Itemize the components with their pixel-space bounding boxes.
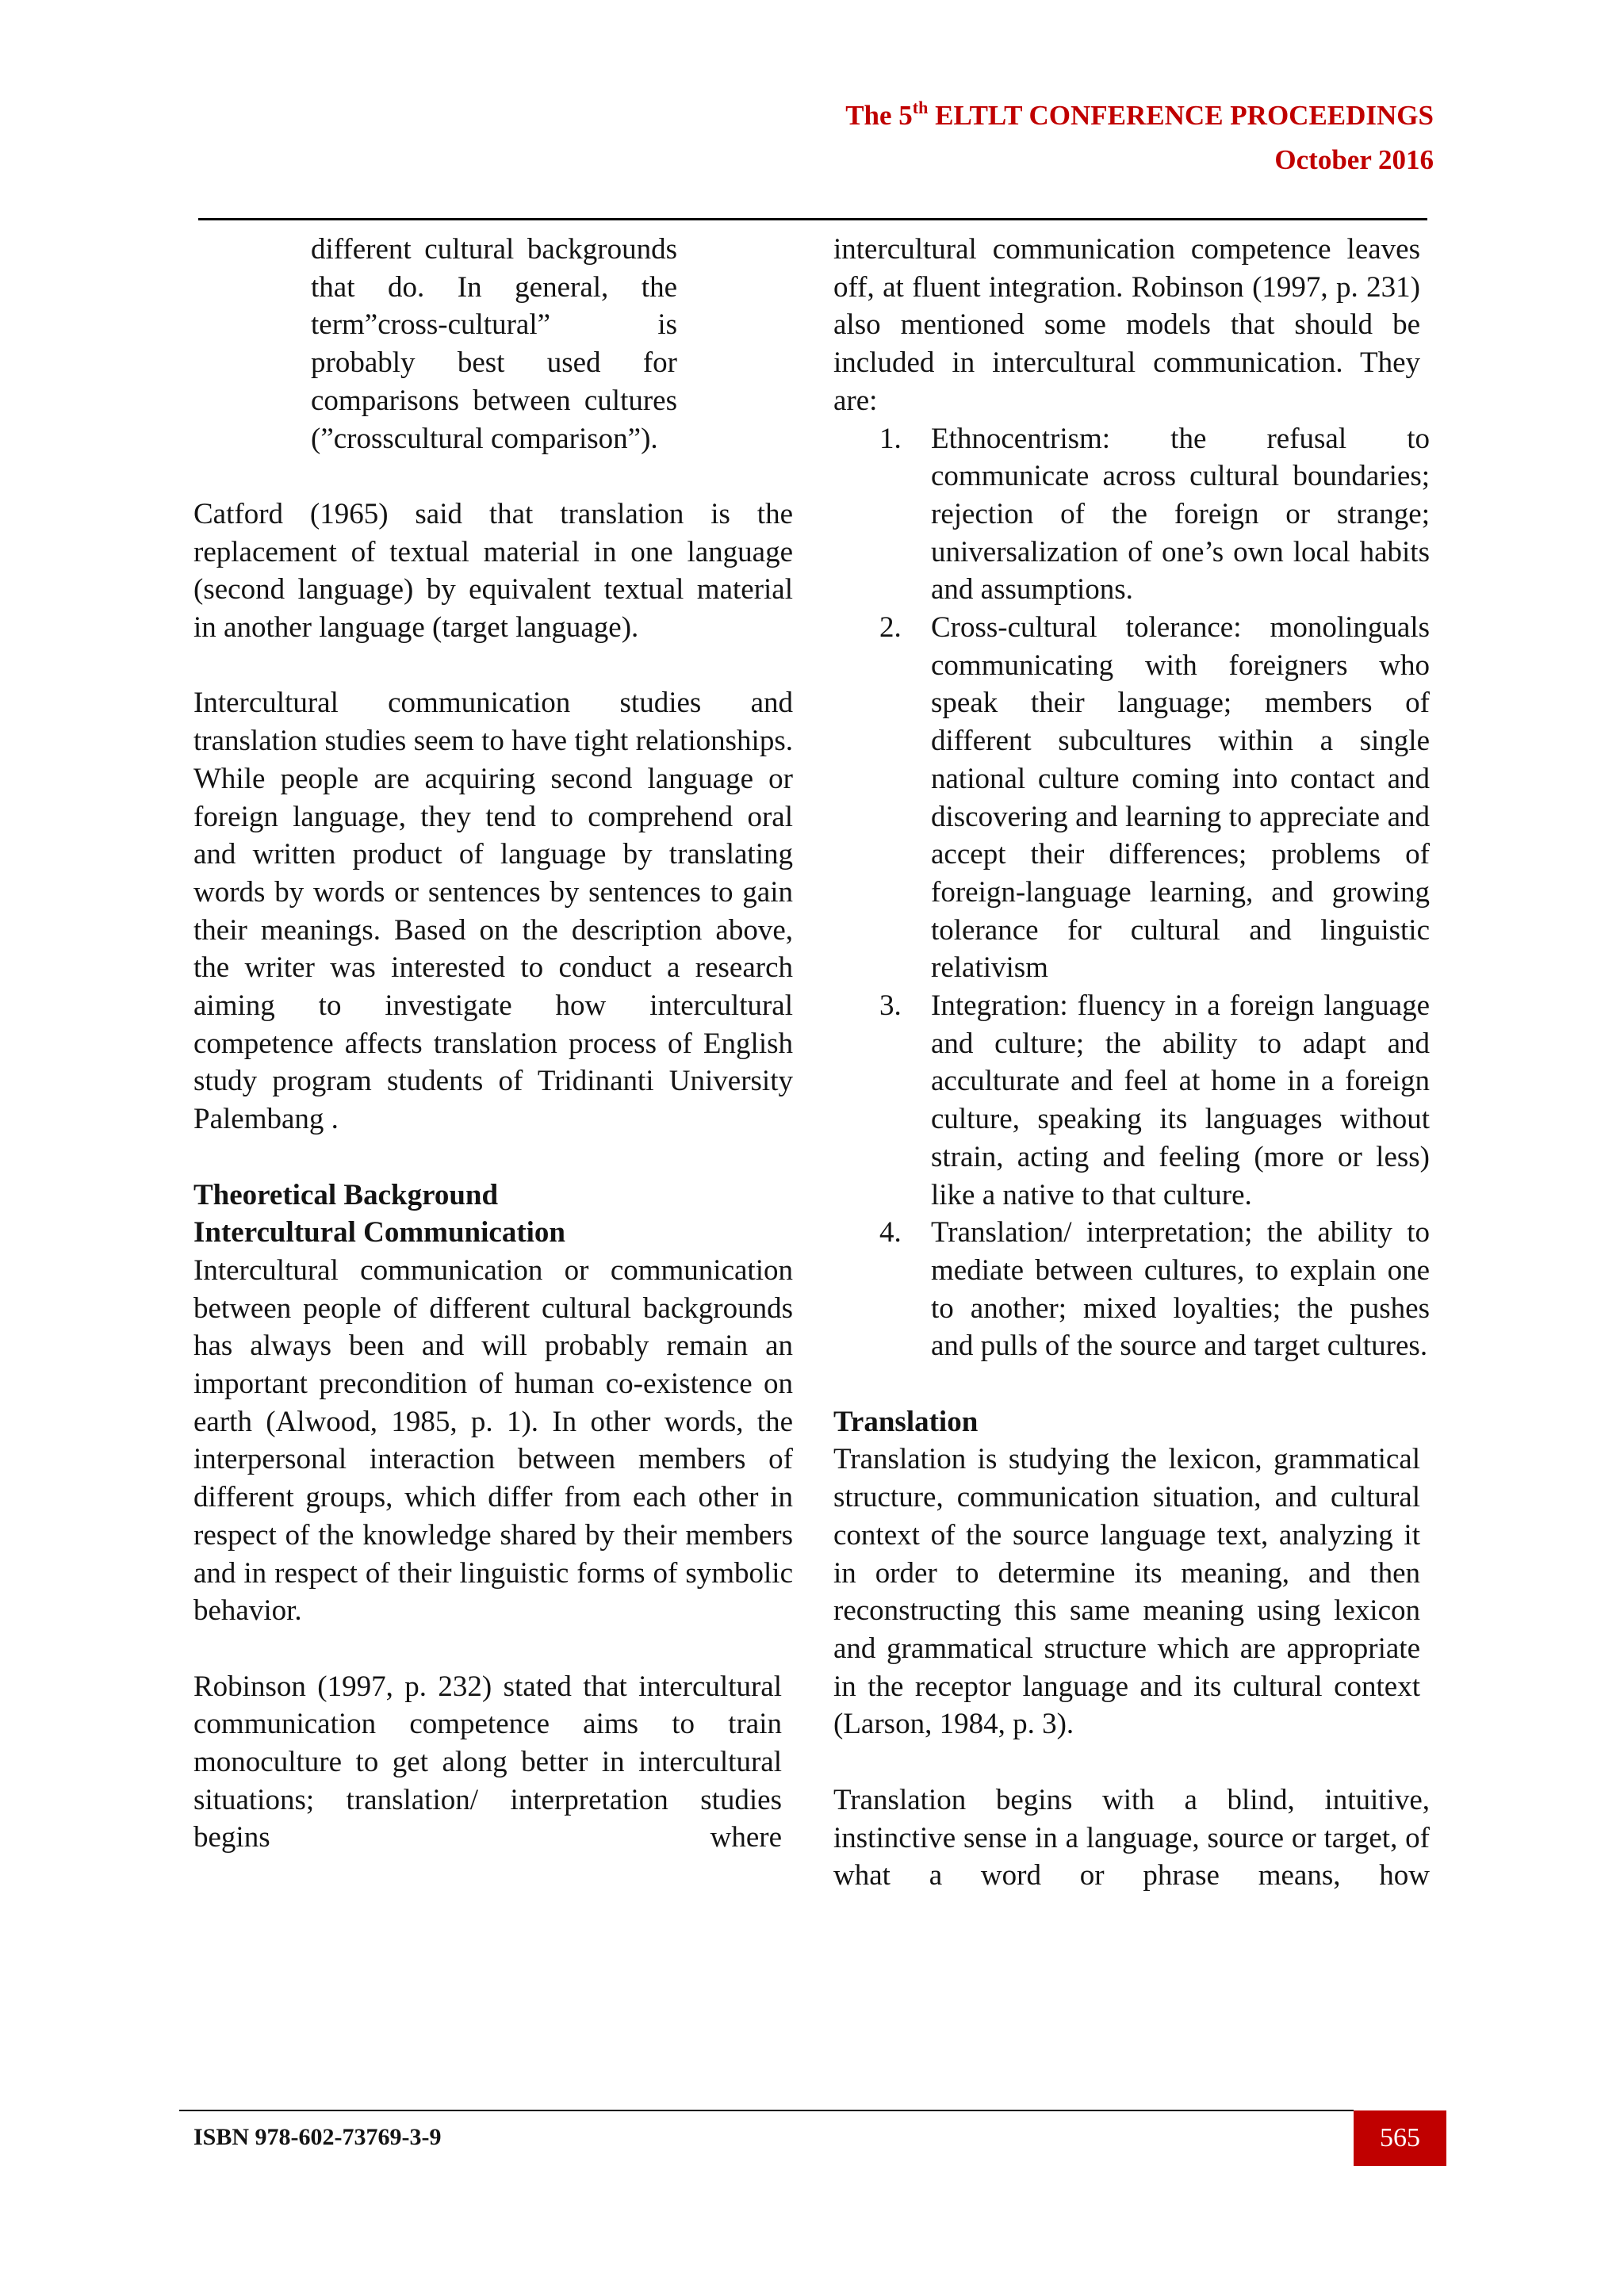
list-item: 2. Cross-cultural tolerance: monolinguals communicating with foreigners who speak their language; members of different subcultures within a single national culture coming into contact and discovering and learning to appreciate and accept their differences; problems of foreign-language learning, and growing tolerance for cultural and linguistic relativism [879,611,1430,985]
left-column [193,231,793,1857]
models-list [833,420,1430,1366]
running-header [845,94,1434,182]
heading-translation: Translation [833,1405,979,1438]
conference-title: The 5th ELTLT CONFERENCE PROCEEDINGS [845,98,1434,131]
list-item: 4. Translation/ interpretation; the ability to mediate between cultures, to explain one to another; mixed loyalties; the pushes and pulls of the source and target cultures. [879,1216,1430,1363]
block-quote: different cultural backgrounds that do. In general, the term”cross-cultural” is probably best used for comparisons between cultures (”crosscultural comparison”). [311,233,677,455]
paragraph-larson: Translation is studying the lexicon, grammatical structure, communication situation, and cultural context of the source language text, analyzing it in order to determine its meaning, and then reconstructing this same meaning using lexicon and grammatical structure which are appropriate in the receptor language and its cultural context (Larson, 1984, p. 3). [833,1443,1420,1741]
header-rule [198,218,1427,220]
heading-intercultural-communication: Intercultural Communication [193,1216,566,1249]
list-item: 1. Ethnocentrism: the refusal to communicate across cultural boundaries; rejection of the foreign or strange; universalization of one’s own local habits and assumptions. [879,422,1430,607]
isbn: ISBN 978-602-73769-3-9 [193,2124,442,2150]
paragraph-translation-begins: Translation begins with a blind, intuitive, instinctive sense in a language, source or target, of what a word or phrase means, how [833,1783,1430,1892]
footer-rule [179,2110,1354,2111]
paragraph-catford: Catford (1965) said that translation is the replacement of textual material in one language (second language) by equivalent textual material in another language (target language). [193,497,793,645]
paragraph-intercultural-studies: Intercultural communication studies and translation studies seem to have tight relationships. While people are acquiring second language or foreign language, they tend to comprehend oral and written product of language by translating words by words or sentences by sentences to gain their meanings. Based on the description above, the writer was interested to conduct a research aiming to investigate how intercultural competence affects translation process of English study program students of Tridinanti University Palembang . [193,687,793,1136]
page-number: 565 [1354,2110,1446,2166]
paragraph-robinson: Robinson (1997, p. 232) stated that intercultural communication competence aims to train monoculture to get along better in intercultural situations; translation/ interpretation studies begins where [193,1670,782,1854]
paragraph-robinson-continued: intercultural communication competence leaves off, at fluent integration. Robinson (1997, p. 231) also mentioned some models that should be included in intercultural communication. They are: [833,233,1420,417]
right-column [833,231,1430,1895]
list-item: 3. Integration: fluency in a foreign language and culture; the ability to adapt and acculturate and feel at home in a foreign culture, speaking its languages without strain, acting and feeling (more or less) like a native to that culture. [879,989,1430,1211]
conference-date: October 2016 [1274,144,1434,175]
paragraph-alwood: Intercultural communication or communication between people of different cultural backgrounds has always been and will probably remain an important precondition of human co-existence on earth (Alwood, 1985, p. 1). In other words, the interpersonal interaction between members of different groups, which differ from each other in respect of the knowledge shared by their members and in respect of their linguistic forms of symbolic behavior. [193,1253,793,1628]
heading-theoretical-background: Theoretical Background [193,1178,499,1211]
